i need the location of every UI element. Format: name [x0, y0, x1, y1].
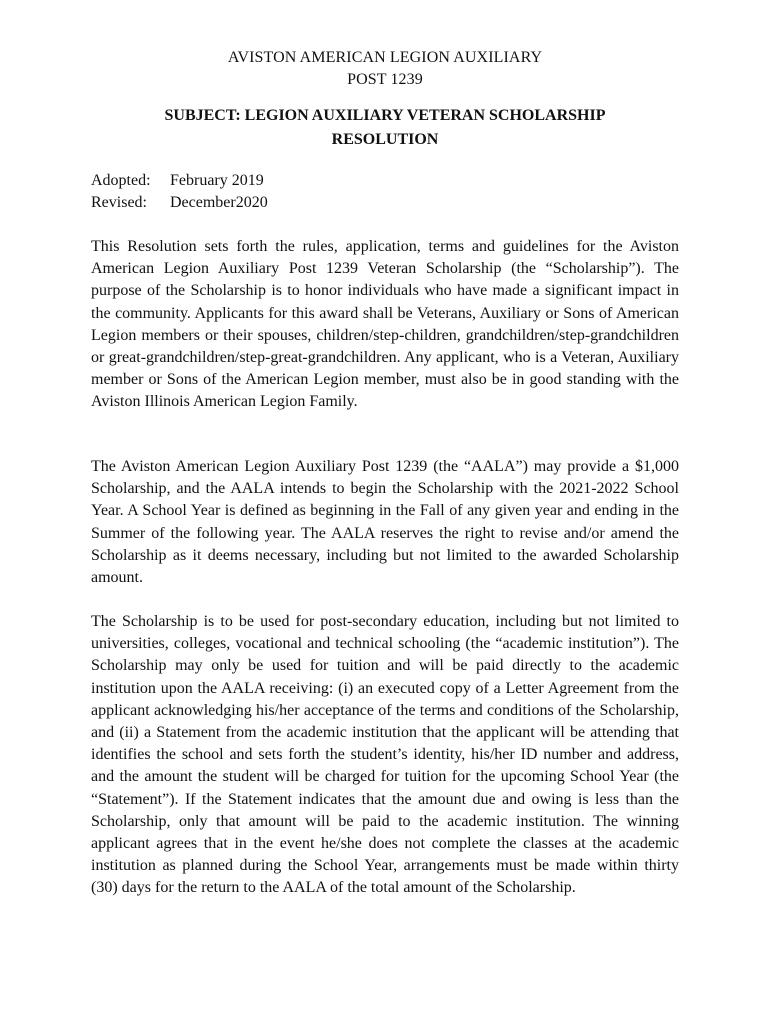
adopted-row [91, 170, 268, 192]
subject-heading: SUBJECT: LEGION AUXILIARY VETERAN SCHOLARSHIP RESOLUTION [164, 107, 606, 148]
revised-date: December2020 [170, 194, 268, 211]
post-number: POST 1239 [347, 71, 423, 88]
paragraph-amount: The Aviston American Legion Auxiliary Post 1239 (the “AALA”) may provide a $1,000 Scholarship, and the AALA intends to begin the Scholarship with the 2021-2022 School Year. A School Year is defined as beginning in the Fall of any given year and ending in the Summer of the following year. The AALA reserves the right to revise and/or amend the Scholarship as it deems necessary, including but not limited to the awarded Scholarship amount. [91, 458, 679, 587]
revised-label: Revised: [91, 194, 147, 211]
adopted-label: Adopted: [91, 172, 151, 189]
adopted-date: February 2019 [170, 172, 264, 189]
revised-row [91, 192, 268, 214]
paragraph-usage: The Scholarship is to be used for post-secondary education, including but not limited to universities, colleges, vocational and technical schooling (the “academic institution”). The Scholarship may only be used for tuition and will be paid directly to the academic institution upon the AALA receiving: (i) an executed copy of a Letter Agreement from the applicant acknowledging his/her acceptance of the terms and conditions of the Scholarship, and (ii) a Statement from the academic institution that the applicant will be attending that identifies the school and sets forth the student’s identity, his/her ID number and address, and the amount the student will be charged for tuition for the upcoming School Year (the “Statement”). If the Statement indicates that the amount due and owing is less than the Scholarship, only that amount will be paid to the academic institution. The winning applicant agrees that in the event he/she does not complete the classes at the academic institution as planned during the School Year, arrangements must be made within thirty (30) days for the return to the AALA of the total amount of the Scholarship. [91, 613, 679, 897]
organization-name: AVISTON AMERICAN LEGION AUXILIARY [227, 49, 543, 66]
paragraph-intro: This Resolution sets forth the rules, application, terms and guidelines for the Aviston American Legion Auxiliary Post 1239 Veteran Scholarship (the “Scholarship”). The purpose of the Scholarship is to honor individuals who have made a significant impact in the community. Applicants for this award shall be Veterans, Auxiliary or Sons of American Legion members or their spouses, children/step-children, grandchildren/step-grandchildren or great-grandchildren/step-great-grandchildren. Any applicant, who is a Veteran, Auxiliary member or Sons of the American Legion member, must also be in good standing with the Aviston Illinois American Legion Family. [91, 238, 679, 411]
dates-block [91, 170, 268, 214]
